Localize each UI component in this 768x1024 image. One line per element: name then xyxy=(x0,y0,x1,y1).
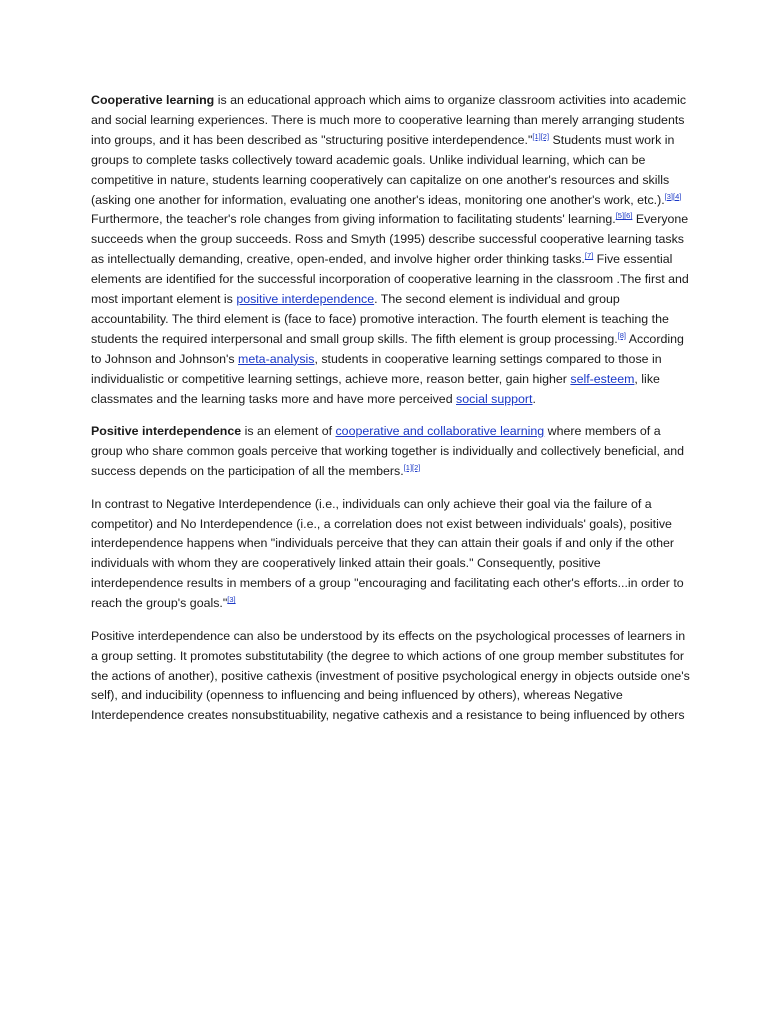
body-text: Students must work in groups to complete tasks collectively toward academic goals. Unlike individual learning, which can be competitive in nature, students learning cooperatively can capitalize on one another's resources and skills (asking one another for information, evaluating one another's ideas, monitoring one another's work, etc.). xyxy=(91,132,675,207)
document-page xyxy=(91,91,691,739)
inline-link[interactable]: positive interdependence xyxy=(236,292,375,307)
paragraph-cooperative-learning xyxy=(91,91,691,410)
body-text: is an element of xyxy=(241,424,336,439)
citation-ref-link[interactable]: [2] xyxy=(540,131,550,141)
citation-ref-link[interactable]: [1] xyxy=(532,131,541,141)
inline-link[interactable]: social support xyxy=(456,391,533,406)
bold-term: Cooperative learning xyxy=(91,93,215,107)
citation-ref-link[interactable]: [5] xyxy=(615,211,625,221)
citation-ref-link[interactable]: [6] xyxy=(624,211,633,221)
citation-ref-link[interactable]: [2] xyxy=(412,463,421,472)
paragraph-negative-interdependence-contrast xyxy=(91,495,691,614)
body-text: is an educational approach which aims to organize classroom activities into academic and social learning experiences. There is much more to cooperative learning than merely arranging students into groups, and it has been described as "structuring positive interdependence." xyxy=(91,93,687,147)
paragraph-positive-interdependence xyxy=(91,422,691,482)
citation-ref-link[interactable]: [3] xyxy=(227,595,236,605)
citation-ref-link[interactable]: [1] xyxy=(403,463,413,472)
bold-term: Positive interdependence xyxy=(91,424,242,439)
body-text: , like classmates and the learning tasks more and have more perceived xyxy=(91,371,660,406)
inline-link[interactable]: cooperative and collaborative learning xyxy=(335,424,545,439)
citation-ref-link[interactable]: [3] xyxy=(664,191,673,201)
citation-ref-link[interactable]: [4] xyxy=(673,191,682,201)
body-text: Everyone succeeds when the group succeeds. Ross and Smyth (1995) describe successful cooperative learning tasks as intellectually demanding, creative, open-ended, and involve higher order thinking tasks. xyxy=(91,212,689,267)
inline-link[interactable]: self-esteem xyxy=(570,371,635,386)
body-text: . The second element is individual and group accountability. The third element is (face to face) promotive interaction. The fourth element is teaching the students the required interpersonal and small group skills. The fifth element is group processing. xyxy=(91,292,669,346)
body-text: In contrast to Negative Interdependence (i.e., individuals can only achieve their goal via the failure of a competitor) and No Interdependence (i.e., a correlation does not exist between individuals' goals), positive interdependence happens when "individuals perceive that they can attain their goals if and only if the other individuals with whom they are cooperatively linked attain their goals." Consequently, positive interdependence results in members of a group "encouraging and facilitating each other's efforts...in order to reach the group's goals." xyxy=(91,496,684,611)
body-text: Furthermore, the teacher's role changes from giving information to facilitating students' learning. xyxy=(91,212,616,227)
body-text: . xyxy=(532,391,536,406)
citation-ref-link[interactable]: [7] xyxy=(584,251,594,261)
inline-link[interactable]: meta-analysis xyxy=(238,351,315,366)
paragraph-psychological-effects xyxy=(91,627,691,727)
body-text: Positive interdependence can also be understood by its effects on the psychological processes of learners in a group setting. It promotes substitutability (the degree to which actions of one group member substitutes for the actions of another), positive cathexis (investment of positive psychological energy in objects outside one's self), and inducibility (openness to influencing and being influenced by others), whereas Negative Interdependence creates nonsubstituability, negative cathexis and a resistance to being influenced by others xyxy=(91,628,690,723)
body-text: where members of a group who share common goals perceive that working together is individually and collectively beneficial, and success depends on the participation of all the members. xyxy=(91,424,685,478)
body-text: According to Johnson and Johnson's xyxy=(91,331,684,366)
body-text: , students in cooperative learning settings compared to those in individualistic or competitive learning settings, achieve more, reason better, gain higher xyxy=(91,351,662,386)
citation-ref-link[interactable]: [8] xyxy=(617,330,627,340)
body-text: Five essential elements are identified for the successful incorporation of cooperative learning in the classroom .The first and most important element is xyxy=(91,252,689,307)
